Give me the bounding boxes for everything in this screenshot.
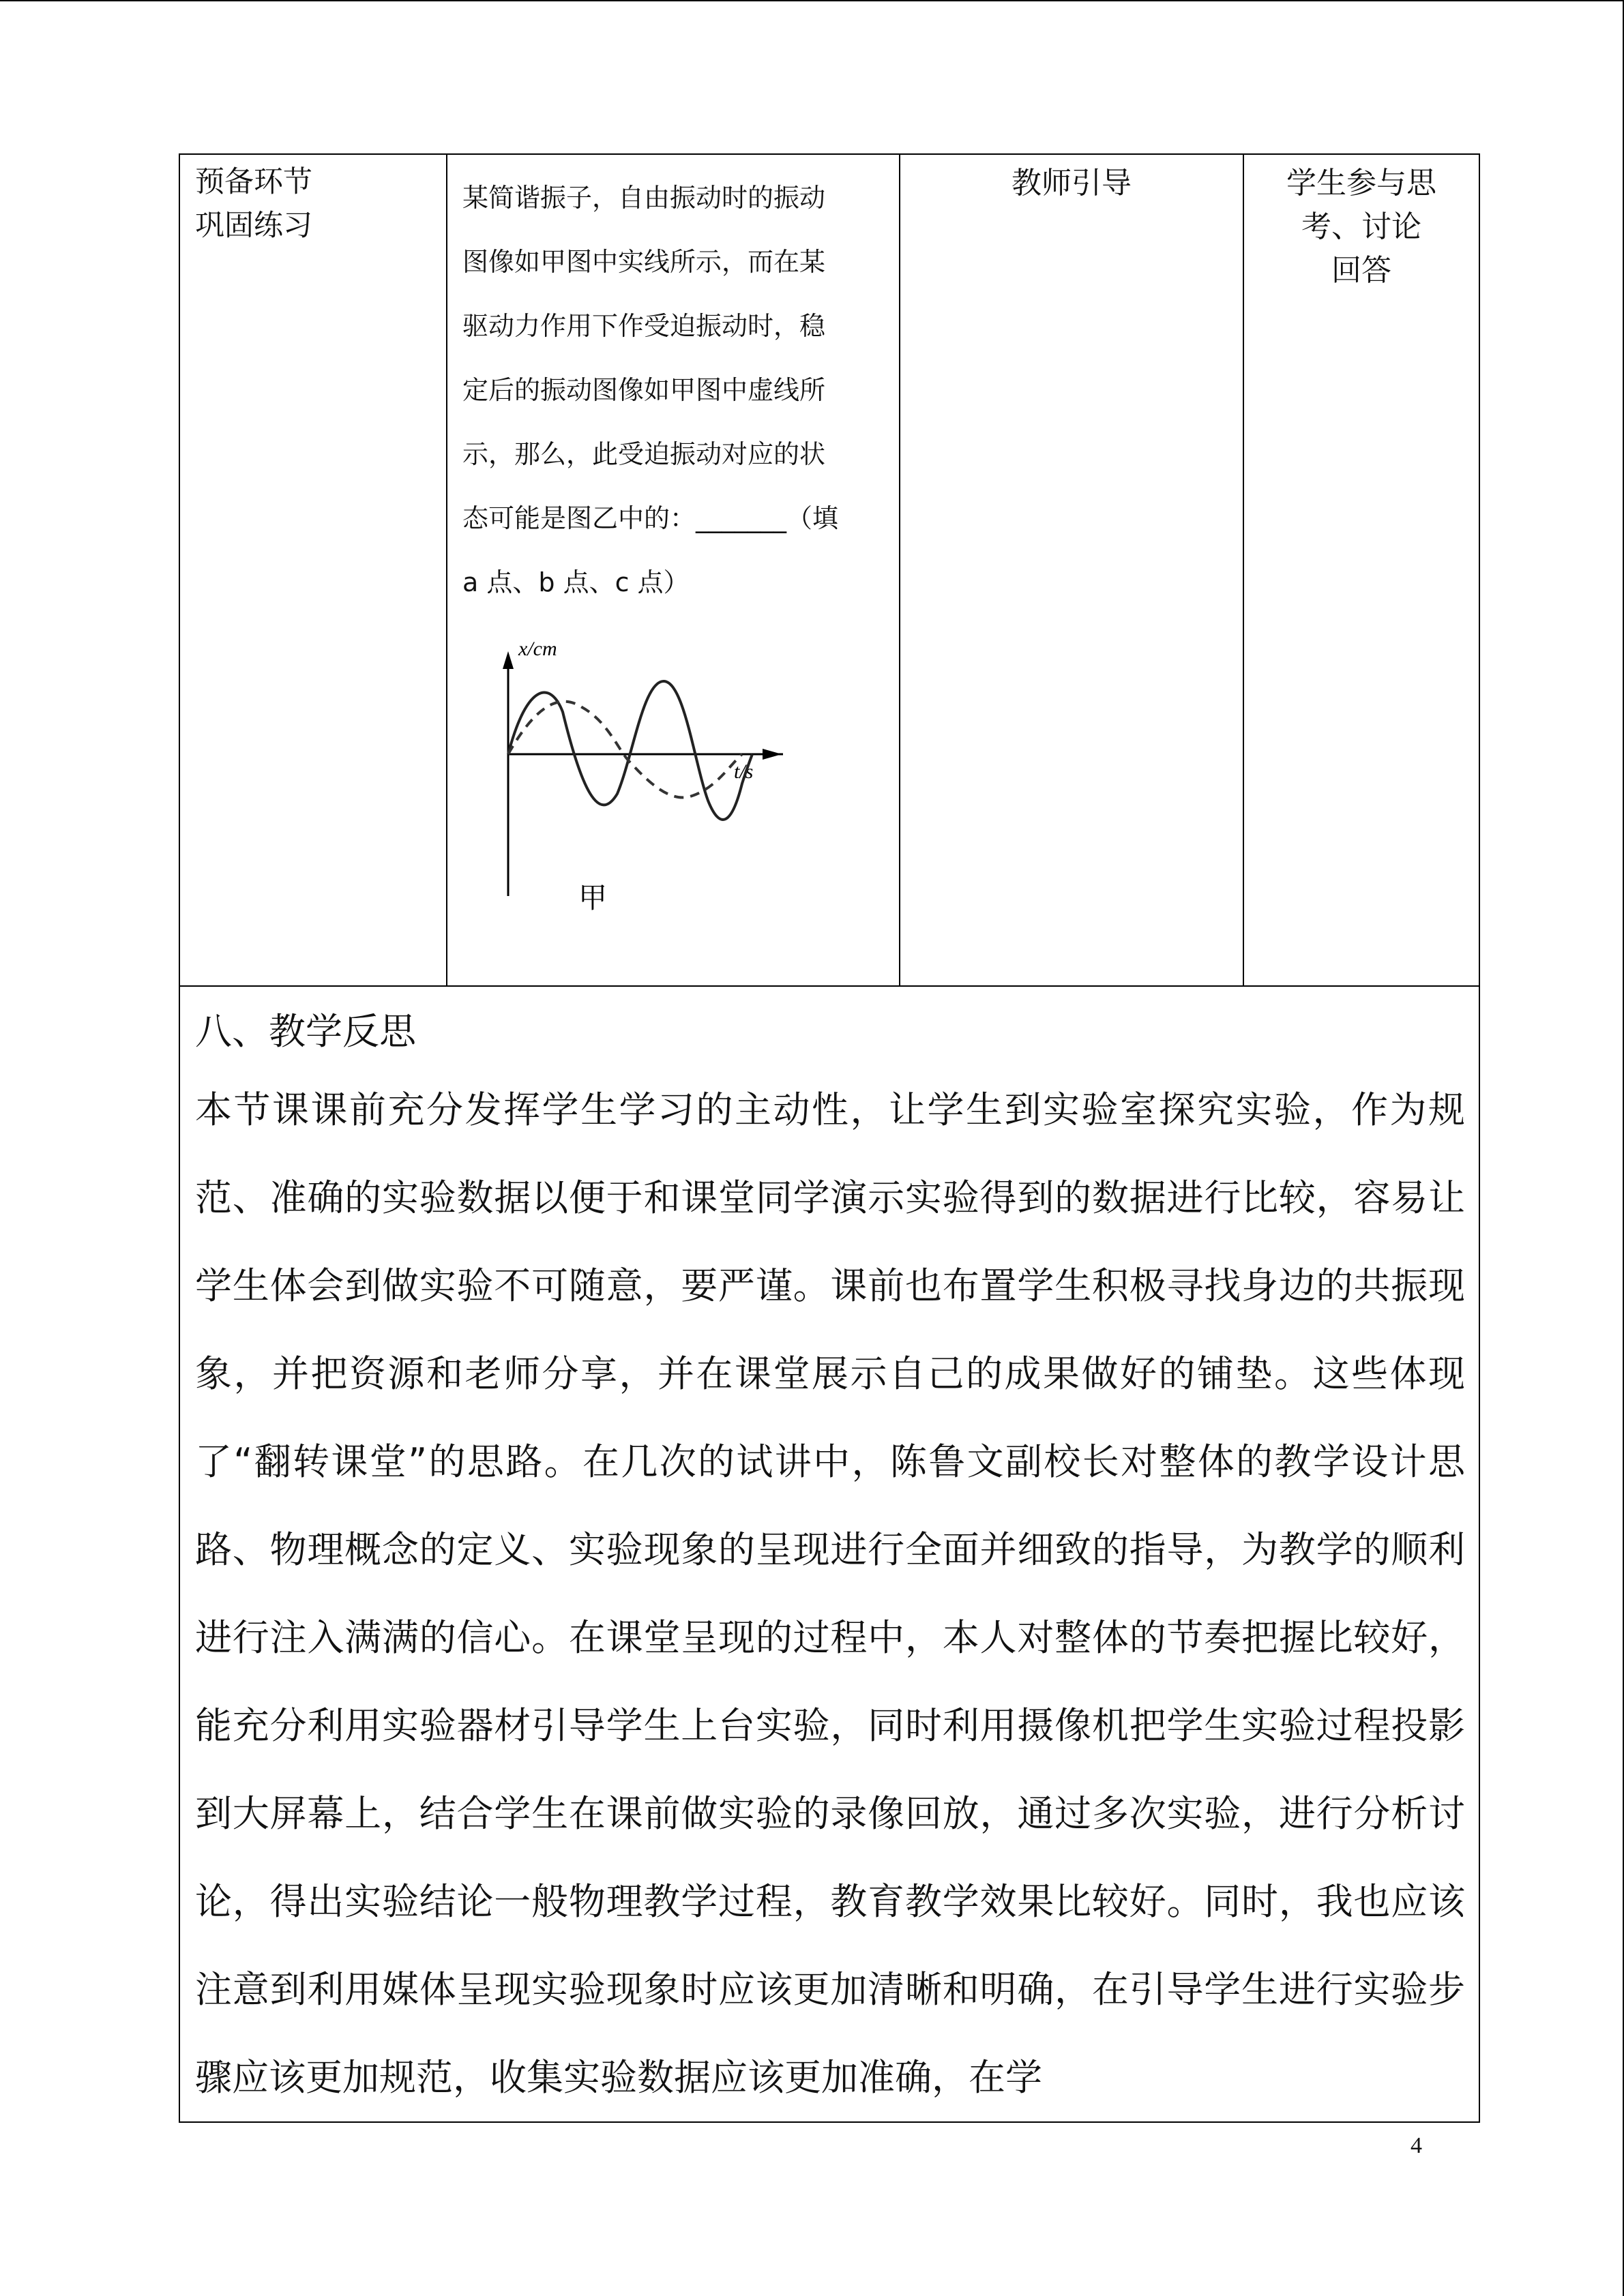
student-activity: 学生参与思 考、讨论 回答 bbox=[1286, 166, 1436, 288]
reflection-title: 八、教学反思 bbox=[195, 1010, 416, 1053]
teacher-activity: 教师引导 bbox=[1012, 166, 1132, 200]
y-axis-label: x/cm bbox=[518, 638, 557, 660]
content-cell bbox=[447, 154, 900, 986]
stage-label: 预备环节 巩固练习 bbox=[195, 165, 312, 243]
x-axis-label: t/s bbox=[734, 760, 754, 783]
teacher-cell bbox=[900, 154, 1243, 986]
question-text: 某简谐振子，自由振动时的振动 图像如甲图中实线所示，而在某 驱动力作用下作受迫振动时，稳 定后的振动图像如甲图中虚线所 示，那么，此受迫振动对应的状 态可能是图乙中的：_______（填 a 点、b 点、c 点） bbox=[462, 183, 839, 597]
table-row bbox=[179, 154, 1479, 986]
stage-cell bbox=[179, 154, 447, 986]
y-axis-arrow bbox=[503, 651, 514, 669]
graph-caption: 甲 bbox=[578, 881, 608, 913]
lesson-table bbox=[179, 153, 1480, 2123]
student-cell bbox=[1243, 154, 1479, 986]
reflection-cell bbox=[179, 986, 1479, 2122]
page-number: 4 bbox=[1411, 2133, 1422, 2158]
x-axis-arrow bbox=[763, 749, 782, 760]
table-row bbox=[179, 986, 1479, 2122]
solid-curve-free-vibration bbox=[508, 681, 752, 820]
reflection-body: 本节课课前充分发挥学生学习的主动性，让学生到实验室探究实验，作为规范、准确的实验数据以便于和课堂同学演示实验得到的数据进行比较，容易让学生体会到做实验不可随意，要严谨。课前也布置学生积极寻找身边的共振现象，并把资源和老师分享，并在课堂展示自己的成果做好的铺垫。这些体现了“翻转课堂”的思路。在几次的试讲中，陈鲁文副校长对整体的教学设计思路、物理概念的定义、实验现象的呈现进行全面并细致的指导，为教学的顺利进行注入满满的信心。在课堂呈现的过程中，本人对整体的节奏把握比较好，能充分利用实验器材引导学生上台实验，同时利用摄像机把学生实验过程投影到大屏幕上，结合学生在课前做实验的录像回放，通过多次实验，进行分析讨论，得出实验结论一般物理教学过程，教育教学效果比较好。同时，我也应该注意到利用媒体呈现实验现象时应该更加清晰和明确，在引导学生进行实验步骤应该更加规范，收集实验数据应该更加准确，在学 bbox=[195, 1088, 1465, 2099]
dashed-curve-forced-vibration bbox=[508, 702, 742, 798]
vibration-graph bbox=[462, 627, 783, 913]
